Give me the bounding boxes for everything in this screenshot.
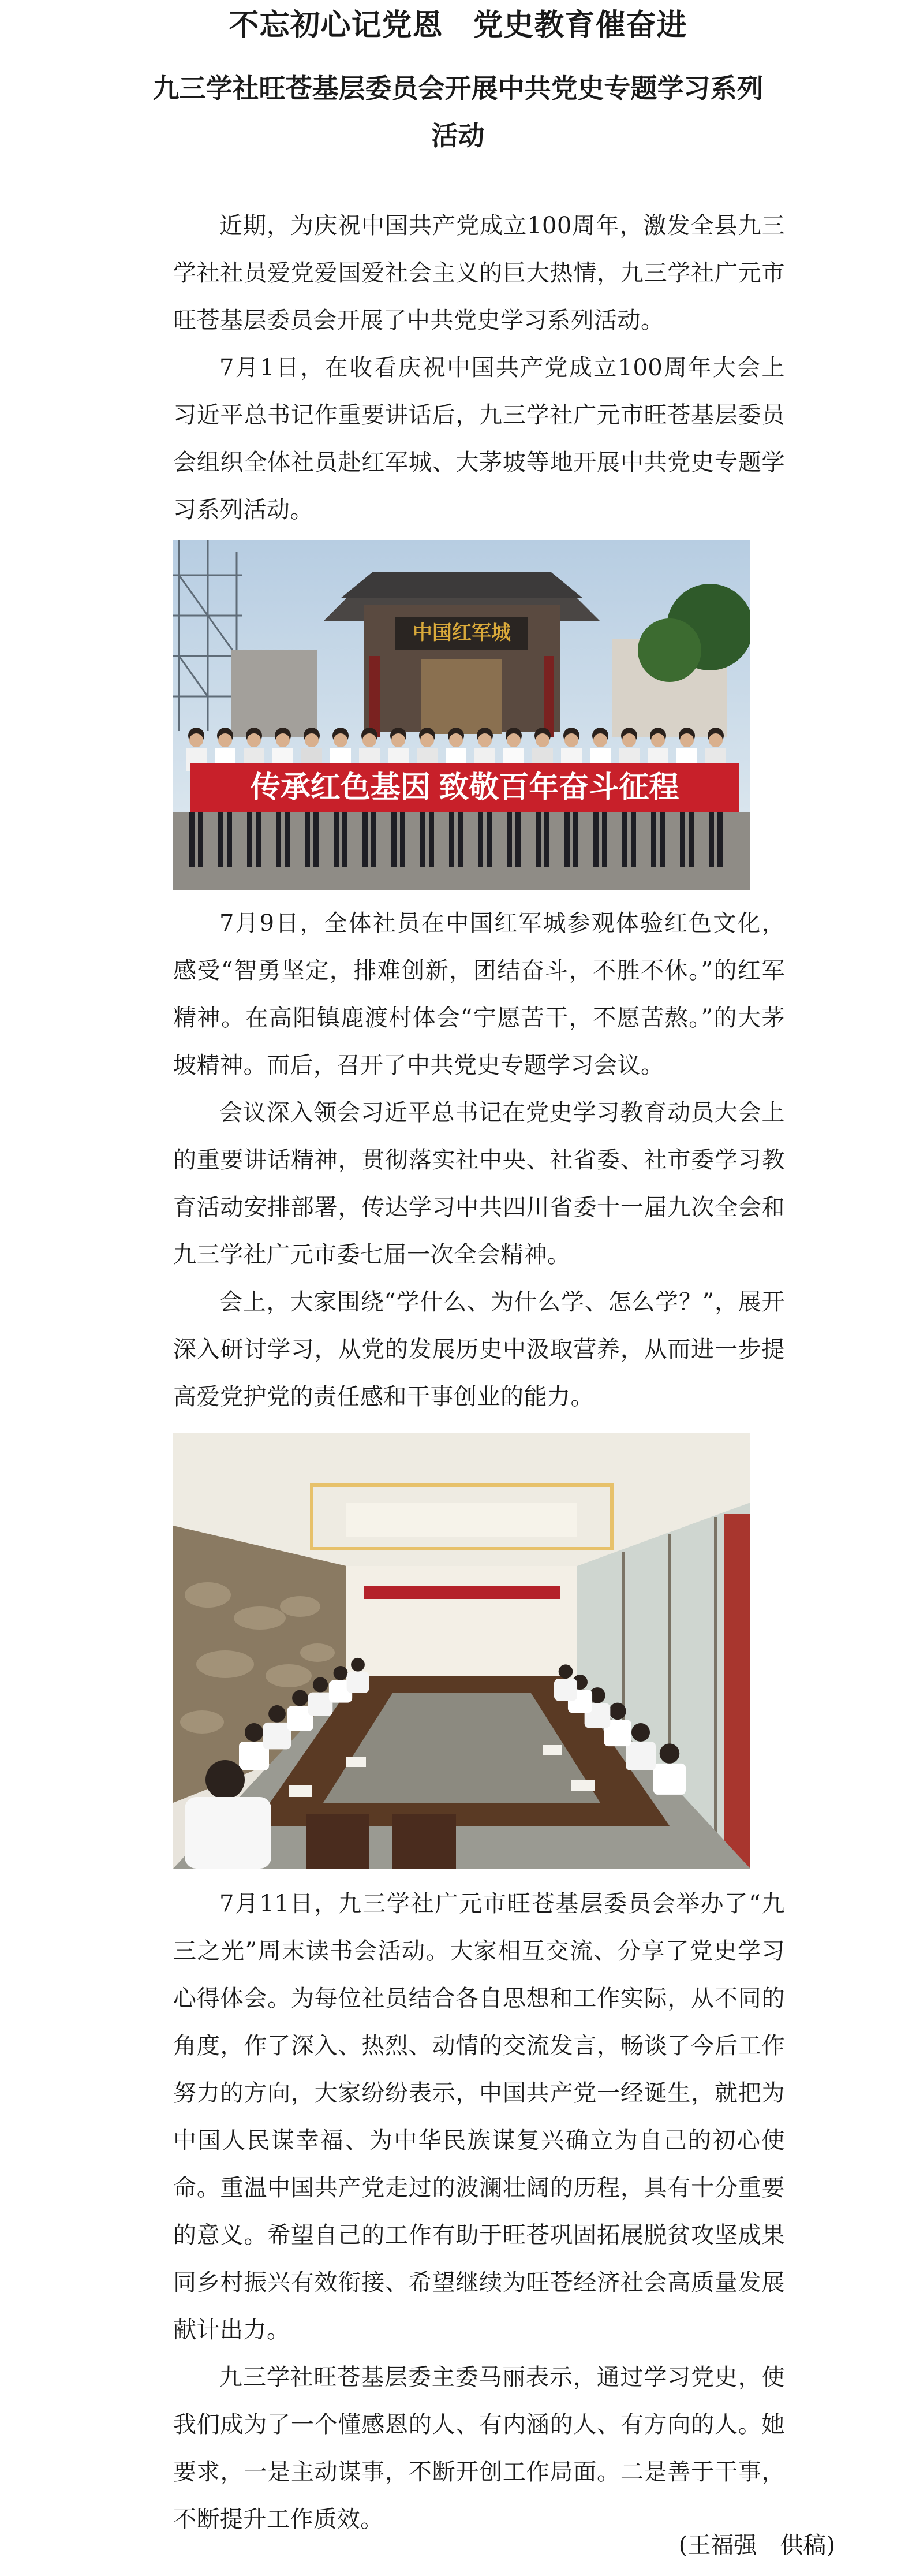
meeting-photo-illustration — [173, 1433, 750, 1869]
red-army-city-group-photo — [173, 540, 750, 890]
back-wall-banner — [364, 1586, 560, 1599]
paragraph-intro: 近期，为庆祝中国共产党成立100周年，激发全县九三学社社员爱党爱国爱社会主义的巨大热情，九三学社广元市旺苍基层委员会开展了中共党史学习系列活动。 — [173, 213, 785, 334]
curtain — [724, 1514, 750, 1869]
article-title-part2: 党史教育催奋进 — [473, 8, 687, 43]
banner-text: 传承红色基因 致敬百年奋斗征程 — [250, 771, 679, 804]
article-subtitle — [0, 65, 916, 159]
red-banner — [190, 763, 739, 812]
building-left — [231, 650, 317, 737]
back-wall — [346, 1566, 577, 1682]
front-chair-2 — [392, 1814, 456, 1869]
gate-sign-text: 中国红军城 — [413, 622, 511, 644]
article-title-part1: 不忘初心记党恩 — [229, 8, 443, 43]
article-subtitle-line2: 活动 — [431, 120, 485, 151]
article-credit: (王福强 供稿) — [678, 2532, 835, 2559]
meeting-room-photo — [173, 1433, 750, 1869]
tree-right-2 — [638, 618, 701, 682]
paragraph-discussion: 会上，大家围绕“学什么、为什么学、怎么学？”，展开深入研讨学习，从党的发展历史中汲取营养，从而进一步提高爱党护党的责任感和干事创业的能力。 — [173, 1289, 785, 1410]
paragraph-july-1: 7月1日，在收看庆祝中国共产党成立100周年大会上习近平总书记作重要讲话后，九三学社广元市旺苍基层委员会组织全体社员赴红军城、大茅坡等地开展中共党史专题学习系列活动。 — [173, 355, 785, 523]
paragraph-chair-remarks: 九三学社旺苍基层委主委马丽表示，通过学习党史，使我们成为了一个懂感恩的人、有内涵的人、有方向的人。她要求，一是主动谋事，不断开创工作局面。二是善于干事，不断提升工作质效。 — [173, 2364, 785, 2533]
paragraph-july-11: 7月11日，九三学社广元市旺苍基层委员会举办了“九三之光”周末读书会活动。大家相互交流、分享了党史学习心得体会。为每位社员结合各自思想和工作实际，从不同的角度，作了深入、热烈、动情的交流发言，畅谈了今后工作努力的方向，大家纷纷表示，中国共产党一经诞生，就把为中国人民谋幸福、为中华民族谋复兴确立为自己的初心使命。重温中国共产党走过的波澜壮阔的历程，具有十分重要的意义。希望自己的工作有助于旺苍巩固拓展脱贫攻坚成果同乡村振兴有效衔接、希望继续为旺苍经济社会高质量发展献计出力。 — [173, 1891, 785, 2343]
paragraph-july-9: 7月9日，全体社员在中国红军城参观体验红色文化，感受“智勇坚定，排难创新，团结奋斗，不胜不休。”的红军精神。在高阳镇鹿渡村体会“宁愿苦干，不愿苦熬。”的大茅坡精神。而后，召开了中共党史专题学习会议。 — [173, 910, 785, 1079]
front-chair-1 — [306, 1814, 369, 1869]
article-subtitle-line1: 九三学社旺苍基层委员会开展中共党史专题学习系列 — [152, 73, 764, 104]
paragraph-meeting: 会议深入领会习近平总书记在党史学习教育动员大会上的重要讲话精神，贯彻落实社中央、社省委、社市委学习教育活动安排部署，传达学习中共四川省委十一届九次全会和九三学社广元市委七届一次全会精神。 — [173, 1099, 785, 1268]
red-army-gate — [323, 572, 600, 737]
group-photo-illustration — [173, 540, 750, 890]
article-title — [0, 5, 916, 46]
ceiling-panel — [346, 1503, 577, 1537]
